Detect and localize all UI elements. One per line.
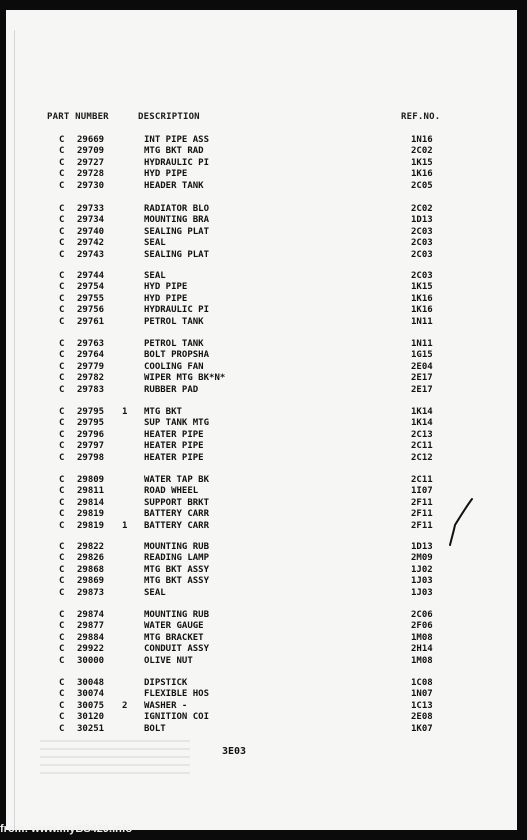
part-ref-no: 2C05: [411, 180, 433, 191]
part-description: READING LAMP: [144, 553, 210, 564]
part-prefix: C: [59, 350, 65, 361]
part-description: CONDUIT ASSY: [144, 644, 210, 655]
part-ref-no: 1G15: [411, 350, 433, 361]
part-ref-no: 2F11: [411, 520, 433, 531]
part-number: 29798: [77, 452, 105, 463]
source-watermark: from: www.myBS429.info: [0, 823, 133, 835]
part-description: MOUNTING RUB: [144, 610, 210, 620]
part-number: 29669: [77, 135, 105, 145]
part-number: 29742: [77, 238, 105, 249]
part-description: MTG BKT RAD: [144, 146, 204, 157]
part-number: 29754: [77, 282, 105, 293]
part-ref-no: 1K14: [411, 407, 433, 417]
part-ref-no: 2C02: [411, 204, 433, 214]
part-ref-no: 1N16: [411, 135, 433, 145]
part-number: 29783: [77, 384, 105, 395]
part-description: BATTERY CARR: [144, 509, 210, 520]
part-description: MOUNTING RUB: [144, 542, 210, 552]
part-ref-no: 2M09: [411, 553, 433, 564]
part-number: 29884: [77, 632, 105, 643]
part-ref-no: 2E04: [411, 361, 433, 372]
part-row: [0, 238, 527, 249]
part-description: COOLING FAN: [144, 361, 204, 372]
part-description: SEAL: [144, 238, 166, 249]
part-prefix: C: [59, 564, 65, 575]
part-description: RUBBER PAD: [144, 384, 199, 395]
part-description: RADIATOR BLO: [144, 204, 210, 214]
part-row: [0, 282, 527, 293]
part-row: [0, 656, 527, 667]
part-prefix: C: [59, 723, 65, 734]
part-description: WASHER -: [144, 700, 188, 711]
part-row: [0, 633, 527, 644]
part-number: 29795: [77, 418, 105, 429]
part-ref-no: 2C02: [411, 146, 433, 157]
part-row: [0, 430, 527, 441]
part-number: 29922: [77, 644, 105, 655]
part-row: [0, 553, 527, 564]
part-description: MOUNTING BRA: [144, 215, 210, 226]
faded-text-area: [40, 740, 190, 780]
part-prefix: C: [59, 316, 65, 327]
part-number: 30048: [77, 678, 105, 688]
part-row: [0, 215, 527, 226]
part-ref-no: 1M08: [411, 632, 433, 643]
part-ref-no: 1N11: [411, 316, 433, 327]
part-number: 30075: [77, 700, 105, 711]
part-number: 30120: [77, 712, 105, 723]
part-description: MTG BKT ASSY: [144, 576, 210, 587]
part-prefix: C: [59, 429, 65, 440]
part-description: ROAD WHEEL: [144, 486, 199, 497]
part-row: [0, 385, 527, 396]
part-ref-no: 2E17: [411, 384, 433, 395]
part-row: [0, 181, 527, 192]
part-description: MTG BKT ASSY: [144, 564, 210, 575]
page-number: 3E03: [222, 746, 247, 757]
part-number: 29728: [77, 169, 105, 180]
part-number: 30251: [77, 723, 105, 734]
part-number: 30000: [77, 655, 105, 666]
part-number: 29868: [77, 564, 105, 575]
part-description: HYDRAULIC PI: [144, 305, 210, 316]
part-ref-no: 2E08: [411, 712, 433, 723]
part-row: [0, 294, 527, 305]
part-prefix: C: [59, 497, 65, 508]
part-row: [0, 146, 527, 157]
part-quantity: 1: [122, 407, 128, 417]
part-row: [0, 317, 527, 328]
part-row: [0, 724, 527, 735]
part-ref-no: 1M08: [411, 655, 433, 666]
part-row: [0, 169, 527, 180]
part-description: SEALING PLAT: [144, 249, 210, 260]
part-description: SUPPORT BRKT: [144, 497, 210, 508]
part-prefix: C: [59, 576, 65, 587]
part-number: 29877: [77, 621, 105, 632]
part-description: SUP TANK MTG: [144, 418, 210, 429]
part-row: [0, 621, 527, 632]
part-prefix: C: [59, 520, 65, 531]
part-number: 29874: [77, 610, 105, 620]
part-prefix: C: [59, 180, 65, 191]
part-description: MTG BRACKET: [144, 632, 204, 643]
part-description: HEATER PIPE: [144, 429, 204, 440]
part-prefix: C: [59, 644, 65, 655]
part-description: WATER TAP BK: [144, 475, 210, 485]
part-ref-no: 2C13: [411, 429, 433, 440]
part-prefix: C: [59, 282, 65, 293]
part-ref-no: 1K16: [411, 293, 433, 304]
part-number: 29743: [77, 249, 105, 260]
part-number: 29814: [77, 497, 105, 508]
part-prefix: C: [59, 712, 65, 723]
part-row: [0, 475, 527, 486]
part-prefix: C: [59, 475, 65, 485]
part-number: 29822: [77, 542, 105, 552]
part-ref-no: 2F06: [411, 621, 433, 632]
part-ref-no: 1K15: [411, 157, 433, 168]
part-description: HEATER PIPE: [144, 452, 204, 463]
part-prefix: C: [59, 610, 65, 620]
part-row: [0, 689, 527, 700]
part-number: 29873: [77, 587, 105, 598]
part-number: 29811: [77, 486, 105, 497]
part-ref-no: 1N07: [411, 689, 433, 700]
part-prefix: C: [59, 157, 65, 168]
part-ref-no: 1D13: [411, 542, 433, 552]
part-number: 29755: [77, 293, 105, 304]
part-number: 29819: [77, 520, 105, 531]
part-description: HYDRAULIC PI: [144, 157, 210, 168]
part-description: HYD PIPE: [144, 293, 188, 304]
part-prefix: C: [59, 655, 65, 666]
part-ref-no: 2C03: [411, 226, 433, 237]
part-description: PETROL TANK: [144, 339, 204, 349]
part-row: [0, 712, 527, 723]
part-ref-no: 2C06: [411, 610, 433, 620]
part-number: 29779: [77, 361, 105, 372]
part-row: [0, 418, 527, 429]
part-prefix: C: [59, 204, 65, 214]
part-prefix: C: [59, 271, 65, 281]
part-number: 29819: [77, 509, 105, 520]
part-description: DIPSTICK: [144, 678, 188, 688]
part-description: SEAL: [144, 271, 166, 281]
part-ref-no: 1K16: [411, 169, 433, 180]
part-prefix: C: [59, 361, 65, 372]
part-number: 29763: [77, 339, 105, 349]
part-description: BOLT PROPSHA: [144, 350, 210, 361]
part-row: [0, 588, 527, 599]
part-prefix: C: [59, 169, 65, 180]
part-quantity: 2: [122, 700, 128, 711]
part-number: 29734: [77, 215, 105, 226]
part-prefix: C: [59, 215, 65, 226]
part-description: MTG BKT: [144, 407, 182, 417]
part-number: 29761: [77, 316, 105, 327]
part-prefix: C: [59, 238, 65, 249]
part-prefix: C: [59, 407, 65, 417]
part-number: 29796: [77, 429, 105, 440]
part-ref-no: 1J03: [411, 576, 433, 587]
part-prefix: C: [59, 632, 65, 643]
part-prefix: C: [59, 553, 65, 564]
part-description: WATER GAUGE: [144, 621, 204, 632]
part-ref-no: 1J03: [411, 587, 433, 598]
part-description: OLIVE NUT: [144, 655, 193, 666]
part-description: HYD PIPE: [144, 169, 188, 180]
part-prefix: C: [59, 441, 65, 452]
part-ref-no: 2C12: [411, 452, 433, 463]
part-prefix: C: [59, 621, 65, 632]
part-row: [0, 339, 527, 350]
part-row: [0, 565, 527, 576]
part-description: HEADER TANK: [144, 180, 204, 191]
header-part-number: PART NUMBER: [47, 112, 109, 122]
part-prefix: C: [59, 373, 65, 384]
part-ref-no: 2E17: [411, 373, 433, 384]
part-prefix: C: [59, 146, 65, 157]
part-number: 29727: [77, 157, 105, 168]
header-ref-no: REF.NO.: [401, 112, 441, 122]
part-ref-no: 1I07: [411, 486, 433, 497]
part-number: 29809: [77, 475, 105, 485]
part-number: 29756: [77, 305, 105, 316]
part-row: [0, 250, 527, 261]
part-ref-no: 1C08: [411, 678, 433, 688]
part-prefix: C: [59, 452, 65, 463]
part-description: HEATER PIPE: [144, 441, 204, 452]
part-prefix: C: [59, 542, 65, 552]
part-number: 29826: [77, 553, 105, 564]
part-number: 29797: [77, 441, 105, 452]
part-row: [0, 305, 527, 316]
part-description: BATTERY CARR: [144, 520, 210, 531]
part-prefix: C: [59, 293, 65, 304]
part-row: [0, 362, 527, 373]
part-number: 29869: [77, 576, 105, 587]
part-row: [0, 453, 527, 464]
part-description: PETROL TANK: [144, 316, 204, 327]
part-row: [0, 610, 527, 621]
part-prefix: C: [59, 700, 65, 711]
part-row: [0, 158, 527, 169]
part-number: 29709: [77, 146, 105, 157]
part-number: 29764: [77, 350, 105, 361]
part-prefix: C: [59, 689, 65, 700]
part-description: INT PIPE ASS: [144, 135, 210, 145]
part-prefix: C: [59, 418, 65, 429]
part-ref-no: 2C11: [411, 441, 433, 452]
part-number: 29795: [77, 407, 105, 417]
part-number: 29733: [77, 204, 105, 214]
header-description: DESCRIPTION: [138, 112, 200, 122]
part-prefix: C: [59, 339, 65, 349]
part-prefix: C: [59, 305, 65, 316]
part-row: [0, 644, 527, 655]
part-row: [0, 373, 527, 384]
part-ref-no: 2C03: [411, 249, 433, 260]
part-row: [0, 135, 527, 146]
part-description: SEAL: [144, 587, 166, 598]
part-ref-no: 2C11: [411, 475, 433, 485]
part-row: [0, 441, 527, 452]
part-ref-no: 1K16: [411, 305, 433, 316]
part-prefix: C: [59, 226, 65, 237]
part-description: BOLT: [144, 723, 166, 734]
part-prefix: C: [59, 384, 65, 395]
part-ref-no: 1K07: [411, 723, 433, 734]
part-row: [0, 204, 527, 215]
part-ref-no: 2F11: [411, 497, 433, 508]
part-description: IGNITION COI: [144, 712, 210, 723]
part-quantity: 1: [122, 520, 128, 531]
part-prefix: C: [59, 486, 65, 497]
part-row: [0, 350, 527, 361]
part-row: [0, 678, 527, 689]
part-description: HYD PIPE: [144, 282, 188, 293]
part-description: WIPER MTG BK*N*: [144, 373, 226, 384]
part-row: [0, 407, 527, 418]
part-row: [0, 227, 527, 238]
part-row: [0, 701, 527, 712]
part-number: 29782: [77, 373, 105, 384]
part-ref-no: 1D13: [411, 215, 433, 226]
part-number: 29740: [77, 226, 105, 237]
part-prefix: C: [59, 249, 65, 260]
part-row: [0, 576, 527, 587]
part-row: [0, 271, 527, 282]
part-ref-no: 1C13: [411, 700, 433, 711]
part-prefix: C: [59, 135, 65, 145]
part-prefix: C: [59, 678, 65, 688]
part-number: 29744: [77, 271, 105, 281]
part-description: SEALING PLAT: [144, 226, 210, 237]
part-prefix: C: [59, 509, 65, 520]
part-ref-no: 2C03: [411, 271, 433, 281]
part-number: 30074: [77, 689, 105, 700]
part-ref-no: 2H14: [411, 644, 433, 655]
part-ref-no: 2F11: [411, 509, 433, 520]
part-prefix: C: [59, 587, 65, 598]
part-ref-no: 1K14: [411, 418, 433, 429]
part-ref-no: 1N11: [411, 339, 433, 349]
part-ref-no: 1J02: [411, 564, 433, 575]
part-number: 29730: [77, 180, 105, 191]
part-description: FLEXIBLE HOS: [144, 689, 210, 700]
handwritten-check-mark: [446, 495, 476, 550]
part-ref-no: 2C03: [411, 238, 433, 249]
part-ref-no: 1K15: [411, 282, 433, 293]
